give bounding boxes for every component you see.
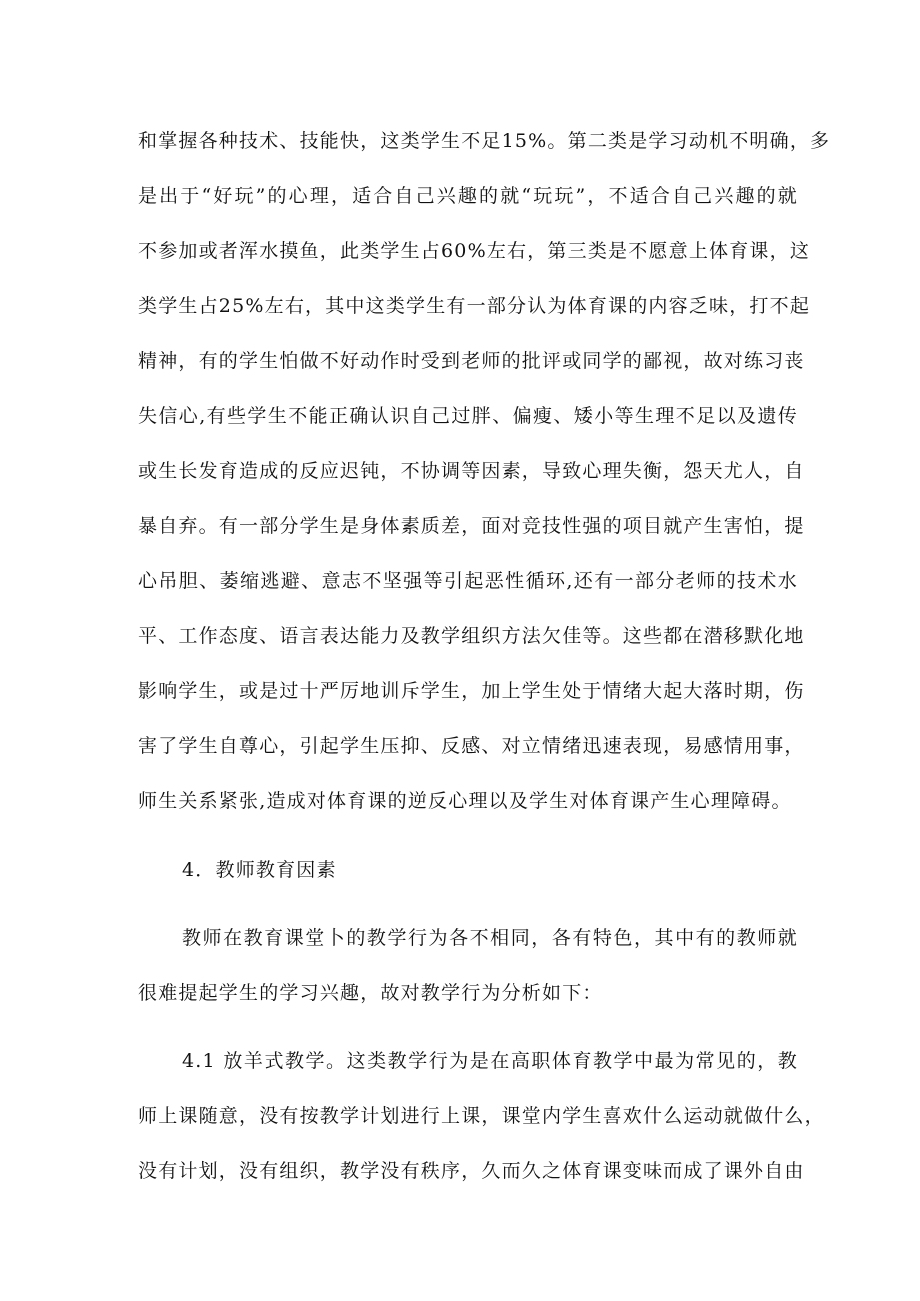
paragraph-line: 类学生占25%左右，其中这类学生有一部分认为体育课的内容乏味，打不起: [138, 295, 811, 317]
paragraph-line: 暴自弃。有一部分学生是身体素质差，面对竞技性强的项目就产生害怕，提: [138, 515, 805, 537]
paragraph-line: 平、工作态度、语言表达能力及教学组织方法欠佳等。这些都在潜移默化地: [138, 625, 805, 647]
paragraph-line: 影响学生，或是过十严厉地训斥学生，加上学生处于情绪大起大落时期，伤: [138, 680, 805, 702]
paragraph-line: 教师在教育课堂卜的教学行为各不相同，各有特色，其中有的教师就: [182, 927, 798, 949]
paragraph-line: 失信心,有些学生不能正确认识自己过胖、偏瘦、矮小等生理不足以及遗传: [138, 405, 798, 427]
section-heading: 4．教师教育因素: [182, 859, 337, 881]
paragraph-line: 是出于“好玩”的心理，适合自己兴趣的就“玩玩”，不适合自己兴趣的就: [138, 185, 798, 207]
paragraph-line: 很难提起学生的学习兴趣，故对教学行为分析如下：: [138, 982, 603, 1004]
paragraph-line: 没有计划，没有组织，教学没有秩序，久而久之体育课变味而成了课外自由: [138, 1160, 805, 1182]
paragraph-line: 精神，有的学生怕做不好动作时受到老师的批评或同学的鄙视，故对练习丧: [138, 350, 805, 372]
paragraph-line: 和掌握各种技术、技能快，这类学生不足15%。第二类是学习动机不明确，多: [138, 130, 831, 152]
paragraph-line: 4.1 放羊式教学。这类教学行为是在高职体育教学中最为常见的，教: [182, 1050, 798, 1072]
paragraph-line: 心吊胆、萎缩逃避、意志不坚强等引起恶性循环,还有一部分老师的技术水: [138, 570, 798, 592]
paragraph-line: 师上课随意，没有按教学计划进行上课，课堂内学生喜欢什么运动就做什么，: [138, 1105, 825, 1127]
paragraph-line: 或生长发育造成的反应迟钝，不协调等因素，导致心理失衡，怨天尤人，自: [138, 460, 805, 482]
paragraph-line: 师生关系紧张,造成对体育课的逆反心理以及学生对体育课产生心理障碍。: [138, 790, 792, 812]
paragraph-line: 害了学生自尊心，引起学生压抑、反感、对立情绪迅速表现，易感情用事，: [138, 735, 805, 757]
paragraph-line: 不参加或者浑水摸鱼，此类学生占60%左右，第三类是不愿意上体育课，这: [138, 240, 811, 262]
